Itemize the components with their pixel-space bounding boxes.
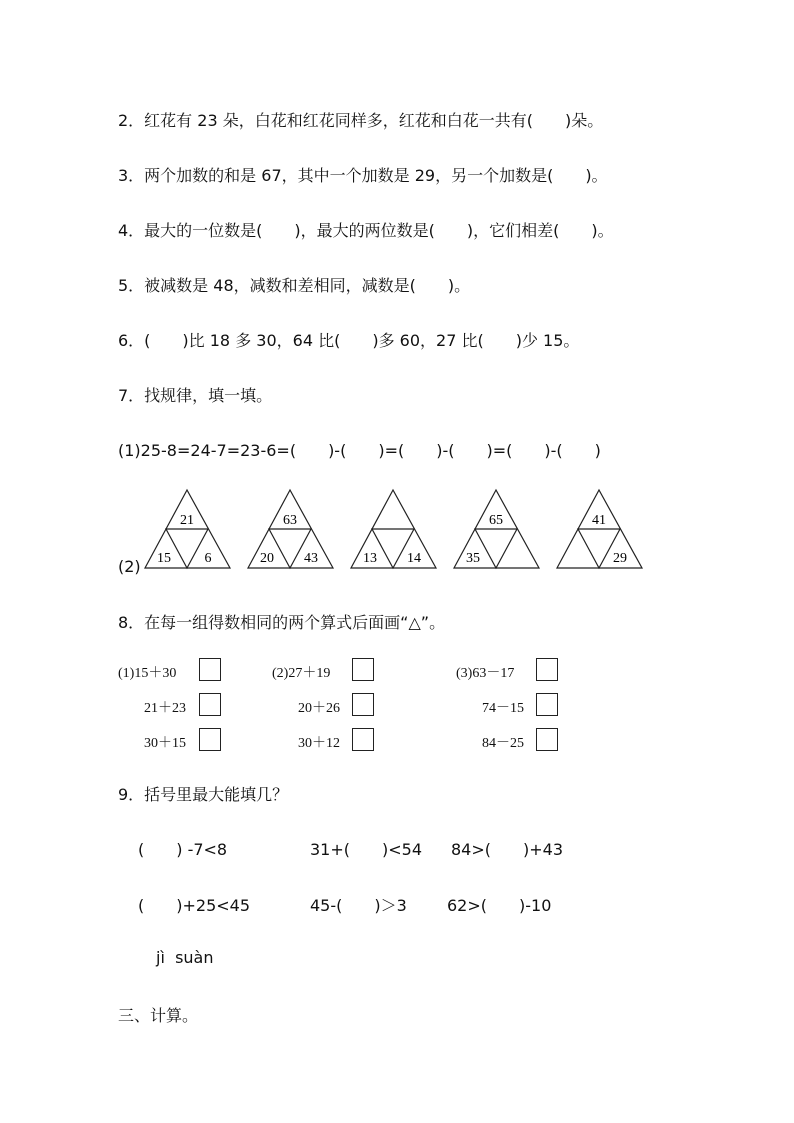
question-7: 7．找规律，填一填。 bbox=[118, 386, 273, 405]
q8-g3-expr1: (3)63－17 bbox=[456, 666, 515, 681]
triangle-1-top: 21 bbox=[180, 513, 194, 528]
triangle-3-right: 14 bbox=[407, 551, 421, 566]
q8-g2-expr3: 30＋12 bbox=[298, 736, 340, 751]
answer-box[interactable] bbox=[199, 658, 221, 681]
triangle-4-top: 65 bbox=[489, 513, 503, 528]
triangle-2-top: 63 bbox=[283, 513, 297, 528]
question-8: 8．在每一组得数相同的两个算式后面画“△”。 bbox=[118, 613, 446, 632]
triangle-4-left: 35 bbox=[466, 551, 480, 566]
q8-g1-expr2: 21＋23 bbox=[144, 701, 186, 716]
number-triangle-2 bbox=[246, 488, 336, 572]
question-3: 3．两个加数的和是 67，其中一个加数是 29，另一个加数是( )。 bbox=[118, 166, 608, 185]
answer-box[interactable] bbox=[199, 728, 221, 751]
q9-r1-expr2: 31+( )<54 bbox=[310, 840, 423, 859]
answer-box[interactable] bbox=[536, 658, 558, 681]
question-7-part-1: (1)25-8=24-7=23-6=( )-( )=( )-( )=( )-( ) bbox=[118, 441, 601, 460]
number-triangle-5 bbox=[555, 488, 645, 572]
question-7-part-2-label: (2) bbox=[118, 557, 141, 576]
q9-r2-expr3: 62>( )-10 bbox=[447, 896, 552, 915]
q8-g2-expr1: (2)27＋19 bbox=[272, 666, 331, 681]
triangle-3-left: 13 bbox=[363, 551, 377, 566]
triangle-1-left: 15 bbox=[157, 551, 171, 566]
triangle-5-top: 41 bbox=[592, 513, 606, 528]
q9-r1-expr3: 84>( )+43 bbox=[451, 840, 564, 859]
question-9: 9．括号里最大能填几？ bbox=[118, 785, 289, 804]
number-triangle-3 bbox=[349, 488, 439, 572]
q8-g2-expr2: 20＋26 bbox=[298, 701, 340, 716]
triangle-2-left: 20 bbox=[260, 551, 274, 566]
section-3-title: 三、计算。 bbox=[118, 1006, 199, 1025]
question-5: 5．被减数是 48，减数和差相同，减数是( )。 bbox=[118, 276, 471, 295]
question-2: 2．红花有 23 朵，白花和红花同样多，红花和白花一共有( )朵。 bbox=[118, 111, 604, 130]
q9-r2-expr2: 45-( )＞3 bbox=[310, 896, 407, 915]
q8-g3-expr3: 84－25 bbox=[482, 736, 524, 751]
answer-box[interactable] bbox=[199, 693, 221, 716]
question-6: 6．( )比 18 多 30，64 比( )多 60，27 比( )少 15。 bbox=[118, 331, 580, 350]
triangle-5-right: 29 bbox=[613, 551, 627, 566]
number-triangle-4 bbox=[452, 488, 542, 572]
number-triangle-1 bbox=[143, 488, 233, 572]
q9-r1-expr1: ( ) -7<8 bbox=[138, 840, 228, 859]
triangle-1-right: 6 bbox=[204, 551, 212, 566]
triangle-2-right: 43 bbox=[304, 551, 318, 566]
q9-r2-expr1: ( )+25<45 bbox=[138, 896, 251, 915]
answer-box[interactable] bbox=[352, 658, 374, 681]
answer-box[interactable] bbox=[536, 693, 558, 716]
q8-g1-expr1: (1)15＋30 bbox=[118, 666, 177, 681]
q8-g3-expr2: 74－15 bbox=[482, 701, 524, 716]
answer-box[interactable] bbox=[352, 693, 374, 716]
question-4: 4．最大的一位数是( )，最大的两位数是( )，它们相差( )。 bbox=[118, 221, 614, 240]
q8-g1-expr3: 30＋15 bbox=[144, 736, 186, 751]
pinyin-annotation: jì suàn bbox=[156, 948, 214, 967]
answer-box[interactable] bbox=[536, 728, 558, 751]
answer-box[interactable] bbox=[352, 728, 374, 751]
